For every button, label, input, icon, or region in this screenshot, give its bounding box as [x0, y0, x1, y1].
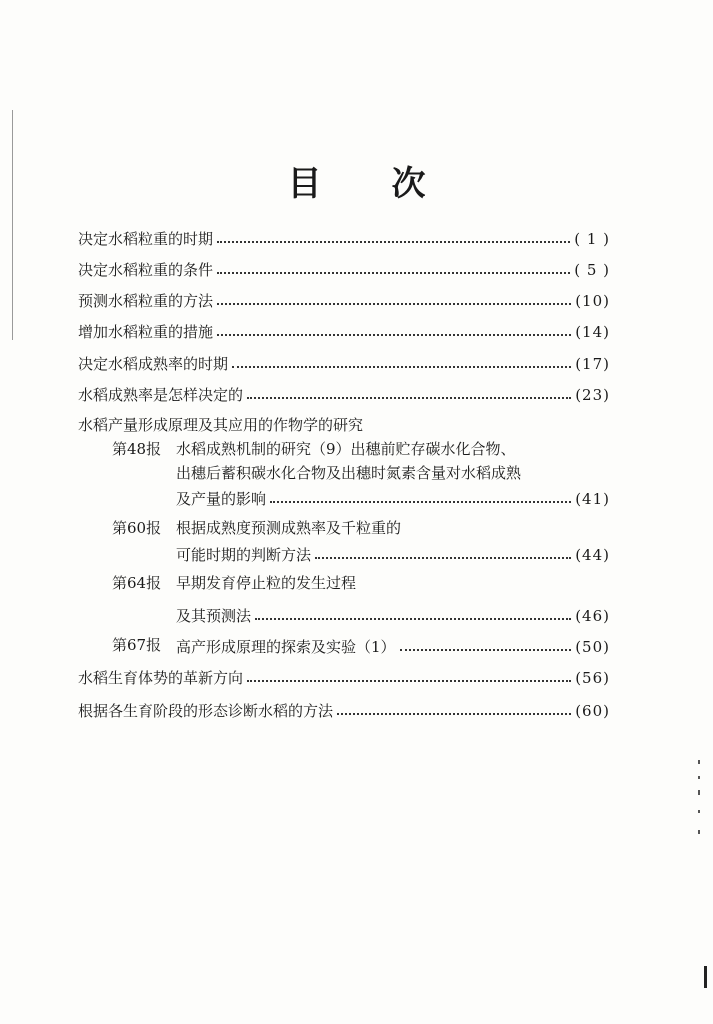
toc-entry-page: (14) [575, 323, 610, 341]
toc-entry-title: 决定水稻成熟率的时期 [78, 355, 229, 373]
toc-entry-title: 及其预测法 [176, 607, 252, 625]
toc-entry [78, 321, 610, 341]
toc-entry-page: (44) [575, 546, 610, 564]
toc-entry-page: (50) [575, 638, 610, 656]
toc-entry-title: 及产量的影响 [176, 490, 267, 508]
toc-entry-title: 高产形成原理的探索及实验（1） [176, 638, 396, 656]
toc-entry-page: ( 1 ) [574, 230, 610, 248]
toc-entry-title: 预测水稻粒重的方法 [78, 292, 214, 310]
dot-leader [217, 303, 571, 305]
toc-entry [78, 228, 610, 248]
toc-entry-page: (17) [575, 355, 610, 373]
dot-leader [247, 680, 571, 682]
toc-entry [176, 605, 610, 625]
toc-entry-page: (41) [575, 490, 610, 508]
scan-edge-mark [704, 966, 707, 988]
dot-leader [315, 557, 571, 559]
toc-entry-title: 水稻生育体势的革新方向 [78, 669, 244, 687]
toc-entry [176, 636, 610, 656]
toc-entry [78, 667, 610, 687]
toc-entry-page: (10) [575, 292, 610, 310]
dot-leader [400, 649, 572, 651]
dot-leader [217, 272, 570, 274]
toc-entry [78, 700, 610, 720]
toc-entry [78, 290, 610, 310]
toc-entry-title: 决定水稻粒重的时期 [78, 230, 214, 248]
toc-entry-title: 增加水稻粒重的措施 [78, 323, 214, 341]
title-char-2: 次 [391, 164, 426, 204]
toc-entry [78, 259, 610, 279]
toc-entry-page: (56) [575, 669, 610, 687]
toc-entry-title: 水稻成熟率是怎样决定的 [78, 386, 244, 404]
toc-entry-page: ( 5 ) [574, 261, 610, 279]
report-title-line: 早期发育停止粒的发生过程 [176, 574, 357, 592]
dot-leader [270, 501, 571, 503]
title-char-1: 目 [287, 164, 322, 204]
dot-leader [337, 713, 571, 715]
toc-entry-page: (23) [575, 386, 610, 404]
section-heading: 水稻产量形成原理及其应用的作物学的研究 [78, 416, 364, 434]
dot-leader [217, 241, 570, 243]
toc-entry-page: (46) [575, 607, 610, 625]
report-title-line: 水稻成熟机制的研究（9）出穗前贮存碳水化合物、 [176, 440, 516, 458]
toc-entry-title: 可能时期的判断方法 [176, 546, 312, 564]
report-label: 第60报 [112, 519, 162, 537]
scan-specks [698, 760, 701, 850]
toc-entry-title: 根据各生育阶段的形态诊断水稻的方法 [78, 702, 334, 720]
report-label: 第67报 [112, 636, 162, 654]
report-title-line: 出穗后蓄积碳水化合物及出穗时氮素含量对水稻成熟 [176, 464, 522, 482]
dot-leader [255, 618, 571, 620]
toc-entry [176, 544, 610, 564]
toc-entry-page: (60) [575, 702, 610, 720]
toc-entry [176, 488, 610, 508]
dot-leader [232, 366, 571, 368]
dot-leader [217, 334, 571, 336]
dot-leader [247, 397, 571, 399]
report-label: 第48报 [112, 440, 162, 458]
toc-entry [78, 353, 610, 373]
report-label: 第64报 [112, 574, 162, 592]
toc-entry [78, 384, 610, 404]
report-title-line: 根据成熟度预测成熟率及千粒重的 [176, 519, 402, 537]
toc-entry-title: 决定水稻粒重的条件 [78, 261, 214, 279]
